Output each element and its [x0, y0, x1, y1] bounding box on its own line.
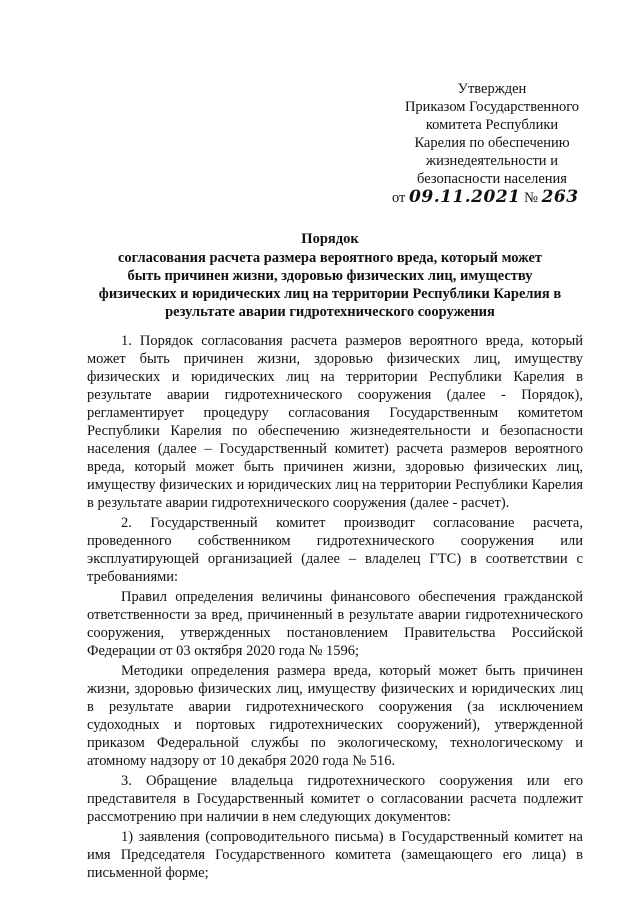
paragraph-2: 2. Государственный комитет производит согласование расчета, проведенного собственником гидротехнического сооружения или эксплуатирующей организацией (далее – владелец ГТС) в соответствии с требованиями:: [87, 515, 583, 585]
title-heading: Порядок: [301, 231, 359, 247]
approval-line-4: Карелия по обеспечению: [414, 135, 570, 151]
approval-stamp: [392, 80, 592, 207]
approval-line-3: комитета Республики: [425, 117, 559, 133]
handwritten-date: 09.11.2021: [409, 187, 521, 207]
title-line-4: результате аварии гидротехнического сооружения: [165, 304, 495, 320]
title-line-3: физических и юридических лиц на территории Республики Карелия в: [98, 286, 562, 302]
date-prefix: от: [392, 190, 406, 206]
approval-line-1: Утвержден: [457, 81, 527, 97]
paragraph-2-item-rules: Правил определения величины финансового обеспечения гражданской ответственности за вред, причиненный в результате аварии гидротехнического сооружения, утвержденных постановлением Правительства Российской Федерации от 03 октября 2020 года № 1596;: [87, 589, 583, 659]
title-line-2: быть причинен жизни, здоровью физических лиц, имуществу: [127, 268, 533, 284]
number-sign: №: [524, 190, 538, 206]
approval-line-5: жизнедеятельности и: [426, 153, 558, 169]
approval-line-2: Приказом Государственного: [404, 99, 580, 115]
paragraph-3: 3. Обращение владельца гидротехнического сооружения или его представителя в Государственный комитет о согласовании расчета подлежит рассмотрению при наличии в нем следующих документов:: [87, 773, 583, 825]
paragraph-2-item-methodology: Методики определения размера вреда, который может быть причинен жизни, здоровью физических лиц, имуществу физических и юридических лиц в результате аварии гидротехнического сооружения (за исключением судоходных и портовых гидротехнических сооружений), утвержденной приказом Федеральной службы по экологическому, технологическому и атомному надзору от 10 декабря 2020 года № 516.: [87, 663, 583, 769]
title-line-1: согласования расчета размера вероятного вреда, который может: [117, 250, 543, 266]
document-body: [87, 332, 583, 884]
approval-date-line: [392, 188, 592, 207]
handwritten-number: 263: [541, 187, 579, 207]
paragraph-3-item-1: 1) заявления (сопроводительного письма) в Государственный комитет на имя Председателя Государственного комитета (замещающего его лица) в письменной форме;: [87, 829, 583, 881]
approval-line-6: безопасности населения: [417, 171, 567, 187]
document-title: [80, 230, 580, 321]
paragraph-1: 1. Порядок согласования расчета размеров вероятного вреда, который может быть причинен жизни, здоровью физических лиц, имуществу физических и юридических лиц на территории Республики Карелия в результате аварии гидротехнического сооружения (далее - Порядок), регламентирует процедуру согласования Государственным комитетом Республики Карелия по обеспечению жизнедеятельности и безопасности населения (далее – Государственный комитет) расчета размеров вероятного вреда, который может быть причинен жизни, здоровью физических лиц, имуществу физических и юридических лиц на территории Республики Карелия в результате аварии гидротехнического сооружения (далее - расчет).: [87, 333, 583, 511]
